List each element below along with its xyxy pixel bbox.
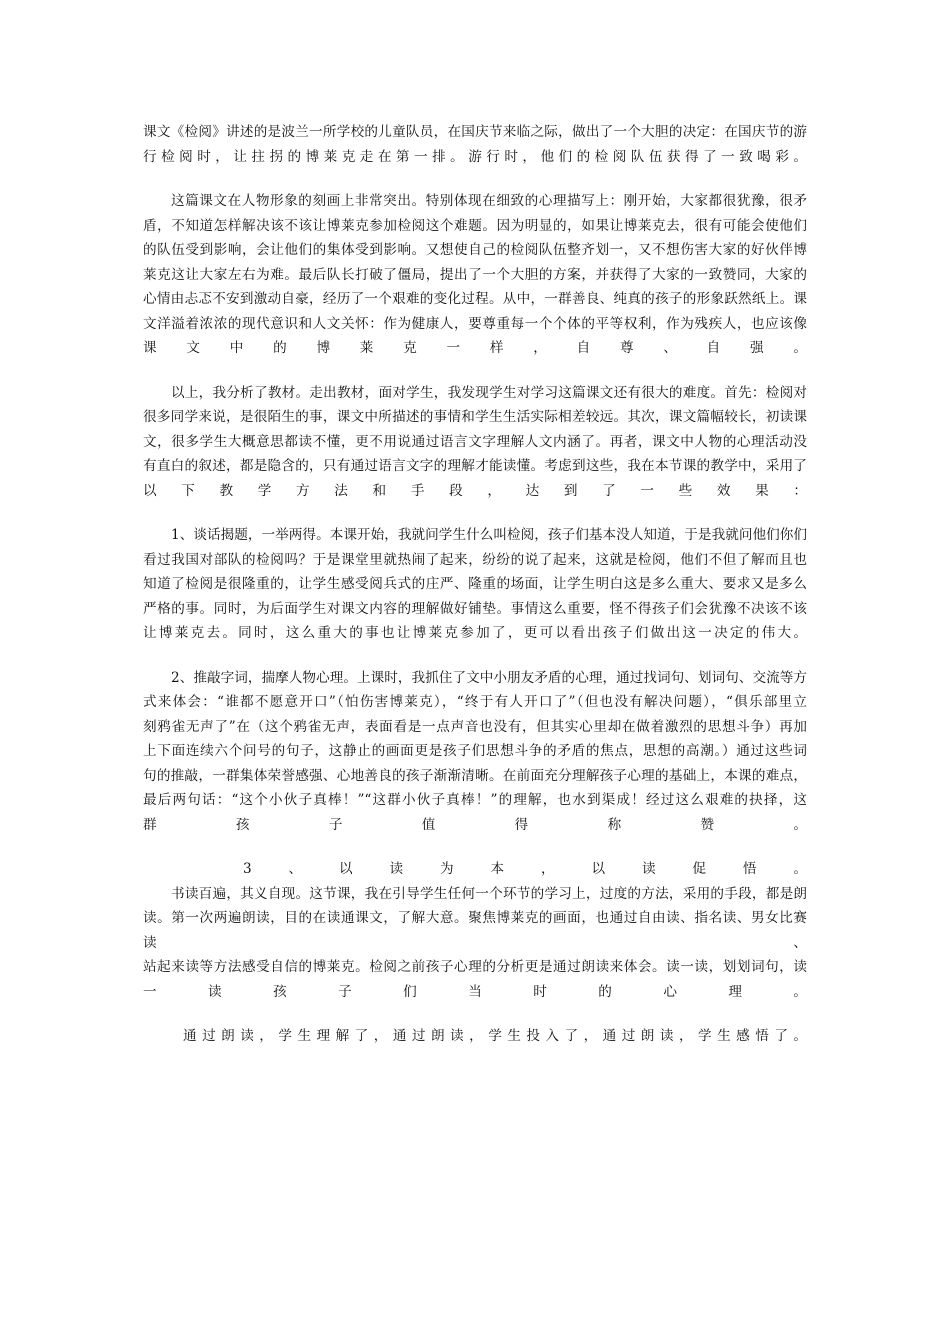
text-line: 课文《检阅》讲述的是波兰一所学校的儿童队员，在国庆节来临之际，做出了一个大胆的决定：在国庆节的游 bbox=[143, 124, 807, 140]
text-line: 以下教学方法和手段，达到了一些效果： bbox=[143, 482, 807, 499]
text-line: 一读孩子们当时的心理。 bbox=[143, 983, 807, 1000]
paragraph-7 bbox=[143, 1024, 807, 1049]
paragraph-3 bbox=[143, 381, 807, 504]
text-line: 群孩子值得称赞。 bbox=[143, 816, 807, 833]
text-line: 心情由忐忑不安到激动自豪，经历了一个艰难的变化过程。从中，一群善良、纯真的孩子的形象跃然纸上。课 bbox=[143, 291, 807, 307]
text-line: 通过朗读，学生理解了，通过朗读，学生投入了，通过朗读，学生感悟了。 bbox=[183, 1028, 807, 1044]
paragraph-5 bbox=[143, 666, 807, 838]
text-line: 2、推敲字词，揣摩人物心理。上课时，我抓住了文中小朋友矛盾的心理，通过找词句、划词句、交流等方 bbox=[171, 669, 807, 686]
text-line: 这篇课文在人物形象的刻画上非常突出。特别体现在细致的心理描写上：刚开始，大家都很犹豫，很矛 bbox=[171, 193, 807, 209]
text-line: 以上，我分析了教材。走出教材，面对学生，我发现学生对学习这篇课文还有很大的难度。首先：检阅对 bbox=[171, 384, 807, 401]
text-line: 盾，不知道怎样解决该不该让博莱克参加检阅这个难题。因为明显的，如果让博莱克去，很有可能会使他们 bbox=[143, 217, 807, 234]
text-line: 行检阅时，让拄拐的博莱克走在第一排。游行时，他们的检阅队伍获得了一致喝彩。 bbox=[143, 148, 807, 165]
text-line: 让博莱克去。同时，这么重大的事也让博莱克参加了，更可以看出孩子们做出这一决定的伟大。 bbox=[143, 625, 807, 641]
paragraph-4 bbox=[143, 523, 807, 646]
text-line: 1、谈话揭题，一举两得。本课开始，我就问学生什么叫检阅，孩子们基本没人知道，于是我就问他们你们 bbox=[171, 527, 807, 543]
text-line: 最后两句话：“这个小伙子真棒！”“这群小伙子真棒！”的理解，也水到渠成！经过这么艰难的抉择，这 bbox=[143, 792, 807, 808]
text-line: 看过我国对部队的检阅吗？于是课堂里就热闹了起来，纷纷的说了起来，这就是检阅，他们不但了解而且也 bbox=[143, 551, 807, 568]
section-heading: 3、以读为本，以读促悟。 bbox=[243, 861, 807, 877]
text-line: 上下面连续六个问号的句子，这静止的画面更是孩子们思想斗争的矛盾的焦点，思想的高潮。）通过这些词 bbox=[143, 743, 807, 759]
text-line: 知道了检阅是很隆重的，让学生感受阅兵式的庄严、隆重的场面，让学生明白这是多么重大、要求又是多么 bbox=[143, 576, 807, 592]
text-line: 式来体会：“谁都不愿意开口”（怕伤害博莱克），“终于有人开口了”（但也没有解决问题），“俱乐部里立 bbox=[143, 694, 807, 710]
text-line: 句的推敲，一群集体荣誉感强、心地善良的孩子渐渐清晰。在前面充分理解孩子心理的基础上，本课的难点， bbox=[143, 767, 807, 784]
document-page bbox=[143, 120, 807, 1069]
paragraph-1 bbox=[143, 120, 807, 169]
text-line: 书读百遍，其义自现。这节课，我在引导学生任何一个环节的学习上，过度的方法，采用的手段，都是朗 bbox=[171, 885, 807, 902]
text-line: 的队伍受到影响，会让他们的集体受到影响。又想使自己的检阅队伍整齐划一，又不想伤害大家的好伙伴博 bbox=[143, 242, 807, 258]
text-line: 莱克这让大家左右为难。最后队长打破了僵局，提出了一个大胆的方案，并获得了大家的一致赞同，大家的 bbox=[143, 266, 807, 283]
text-line: 很多同学来说，是很陌生的事，课文中所描述的事情和学生生活实际相差较远。其次，课文篇幅较长，初读课 bbox=[143, 409, 807, 425]
text-line: 课文中的博莱克一样，自尊、自强。 bbox=[143, 340, 807, 356]
text-line: 有直白的叙述，都是隐含的，只有通过语言文字的理解才能读懂。考虑到这些，我在本节课的教学中，采用了 bbox=[143, 458, 807, 474]
text-line: 读。第一次两遍朗读，目的在读通课文，了解大意。聚焦博莱克的画面，也通过自由读、指名读、男女比赛读、 bbox=[143, 910, 807, 951]
text-line: 严格的事。同时，为后面学生对课文内容的理解做好铺垫。事情这么重要，怪不得孩子们会犹豫不决该不该 bbox=[143, 600, 807, 617]
text-line: 文洋溢着浓浓的现代意识和人文关怀：作为健康人，要尊重每一个个体的平等权利，作为残疾人，也应该像 bbox=[143, 315, 807, 332]
paragraph-2 bbox=[143, 189, 807, 361]
paragraph-6 bbox=[143, 857, 807, 1004]
text-line: 刻鸦雀无声了”在（这个鸦雀无声，表面看是一点声音也没有，但其实心里却在做着激烈的思想斗争）再加 bbox=[143, 718, 807, 735]
text-line: 站起来读等方法感受自信的博莱克。检阅之前孩子心理的分析更是通过朗读来体会。读一读，划划词句，读 bbox=[143, 959, 807, 975]
text-line: 文，很多学生大概意思都读不懂，更不用说通过语言文字理解人文内涵了。再者，课文中人物的心理活动没 bbox=[143, 433, 807, 450]
